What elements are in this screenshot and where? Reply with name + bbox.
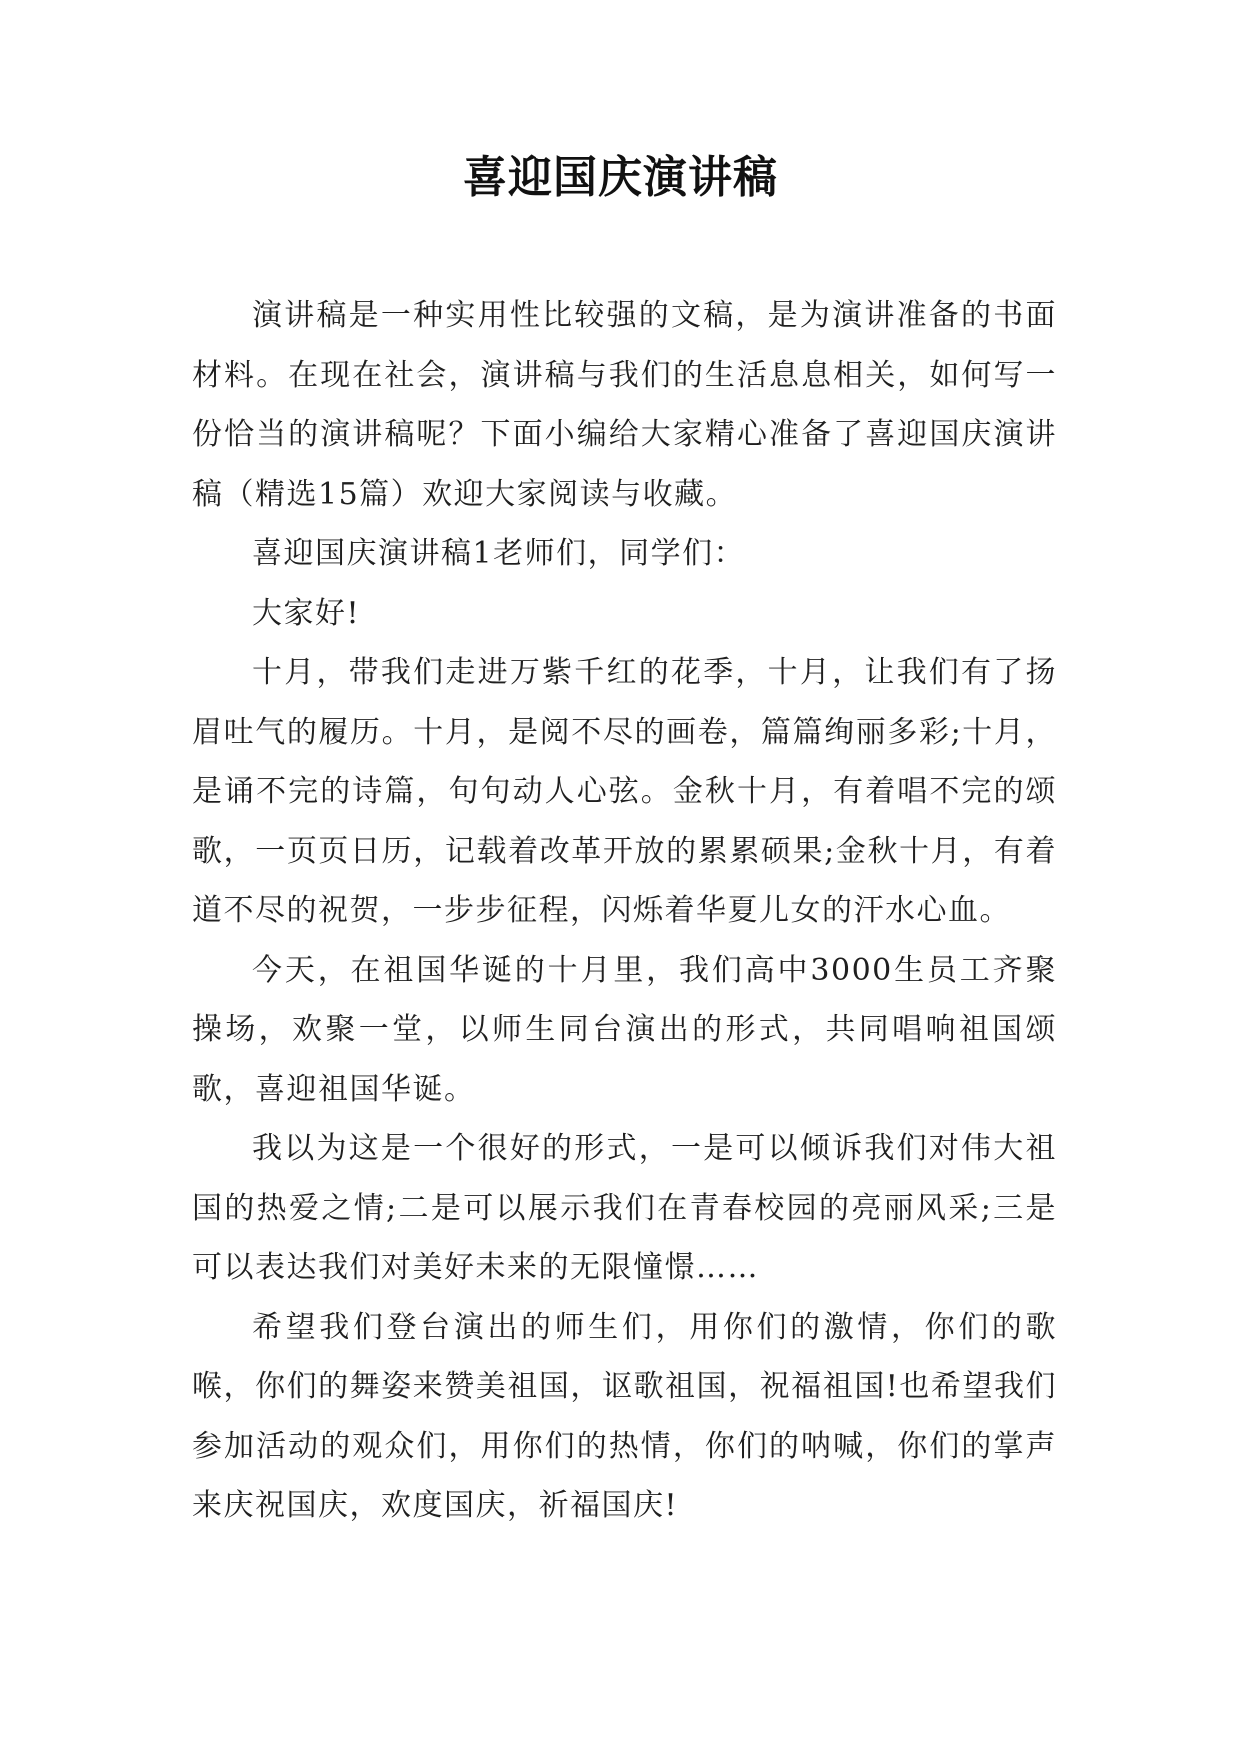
paragraph-october: 十月，带我们走进万紫千红的花季，十月，让我们有了扬眉吐气的履历。十月，是阅不尽的画卷，篇篇绚丽多彩;十月，是诵不完的诗篇，句句动人心弦。金秋十月，有着唱不完的颂歌，一页页日历，记载着改革开放的累累硕果;金秋十月，有着道不尽的祝贺，一步步征程，闪烁着华夏儿女的汗水心血。	[192, 655, 1057, 928]
document-body	[192, 286, 1057, 1536]
paragraph-today: 今天，在祖国华诞的十月里，我们高中3000生员工齐聚操场，欢聚一堂，以师生同台演出的形式，共同唱响祖国颂歌，喜迎祖国华诞。	[192, 952, 1057, 1107]
paragraph-hope: 希望我们登台演出的师生们，用你们的激情，你们的歌喉，你们的舞姿来赞美祖国，讴歌祖国，祝福祖国!也希望我们参加活动的观众们，用你们的热情，你们的呐喊，你们的掌声来庆祝国庆，欢度国庆，祈福国庆!	[192, 1309, 1057, 1523]
paragraph-greeting: 大家好!	[252, 595, 361, 631]
paragraph-speech-heading: 喜迎国庆演讲稿1老师们，同学们：	[252, 536, 746, 571]
paragraph-form: 我以为这是一个很好的形式，一是可以倾诉我们对伟大祖国的热爱之情;二是可以展示我们在青春校园的亮丽风采;三是可以表达我们对美好未来的无限憧憬……	[192, 1131, 1057, 1285]
document-title: 喜迎国庆演讲稿	[463, 152, 778, 203]
paragraph-intro: 演讲稿是一种实用性比较强的文稿，是为演讲准备的书面材料。在现在社会，演讲稿与我们的生活息息相关，如何写一份恰当的演讲稿呢？下面小编给大家精心准备了喜迎国庆演讲稿（精选15篇）欢迎大家阅读与收藏。	[192, 298, 1057, 512]
